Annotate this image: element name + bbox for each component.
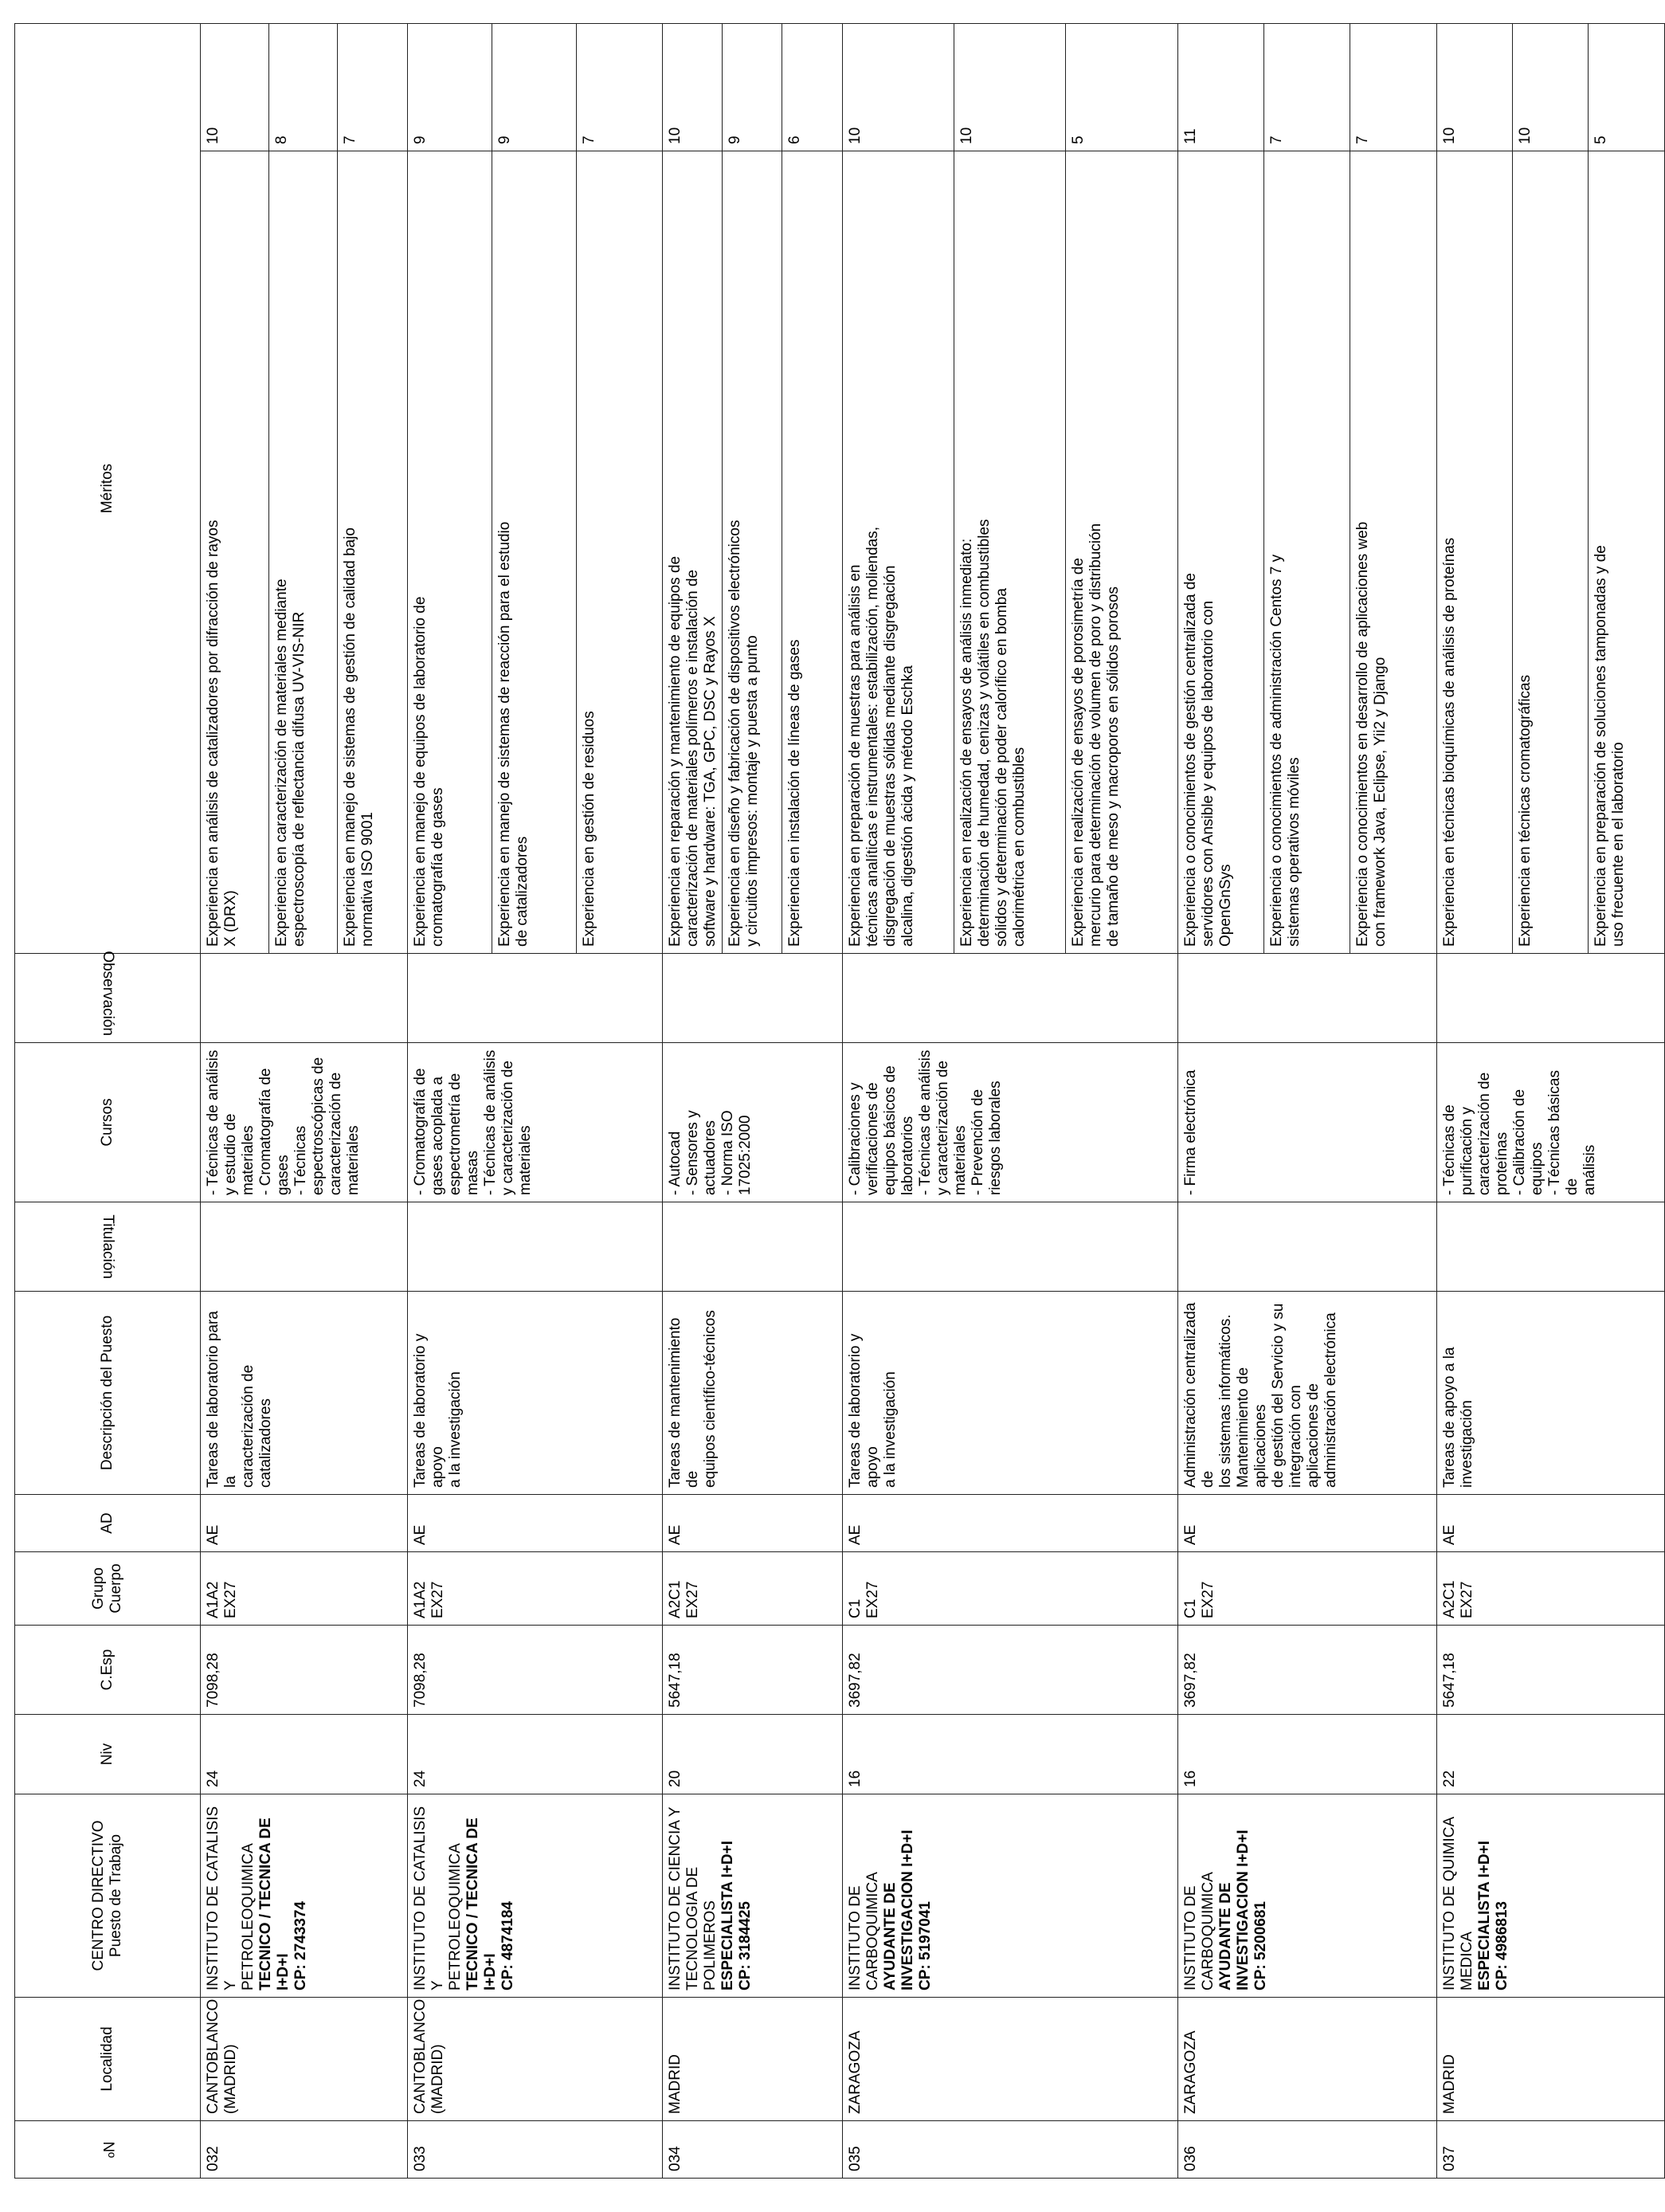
merit-points: 10 [954,24,1066,151]
merit-item: Experiencia en reparación y mantenimiento de equipos de caracterización de materiales polímeros e instalación de software y hardware: TGA, GPC, DSC y Rayos X [663,151,723,953]
merit-item: Experiencia o conocimientos de administración Centos 7 y sistemas operativos móviles [1264,151,1350,953]
cp-code: CP: 4874184 [500,1901,516,1990]
cell-observacion [843,954,1178,1043]
centro-name: INSTITUTO DE CIENCIA Y TECNOLOGIA DE POLIMEROS [667,1806,719,1990]
merit-item: Experiencia en preparación de muestras para análisis en técnicas analíticas e instrumentales: estabilización, moliendas, disgregación de muestras sólidas mediante disgregación alcalina, digestión ácida y método Eschka [843,151,954,953]
header-grupo: Grupo Cuerpo [15,1552,201,1626]
header-meritos: Méritos [15,23,201,953]
table-row [843,23,1178,2178]
merit-item: Experiencia en gestión de residuos [581,711,597,947]
merit-points: 8 [269,24,338,151]
centro-name: INSTITUTO DE QUIMICA MEDICA [1441,1816,1475,1990]
merit-item: Experiencia en manejo de sistemas de gestión de calidad bajo normativa ISO 9001 [342,528,376,947]
merit-points: 7 [342,135,358,144]
puesto-name: ESPECIALISTA I+D+I [1476,1841,1493,1990]
cell-puntos [843,23,1178,151]
merit-item: Experiencia en manejo de equipos de laboratorio de cromatografía de gases [408,151,492,953]
cell-puntos [1178,23,1437,151]
cell-localidad: CANTOBLANCO (MADRID) [408,1998,663,2121]
cell-number: 035 [843,2121,1178,2179]
cell-observacion [201,954,408,1043]
cell-number: 036 [1178,2121,1437,2179]
merit-points: 5 [1593,135,1609,144]
merit-item: Experiencia en realización de ensayos de análisis inmediato: determinación de humedad, cenizas y volátiles en combustibles sólidos y determinación de poder calorífico en bomba calorimétrica en combustibles [954,151,1066,953]
cell-localidad: ZARAGOZA [1178,1998,1437,2121]
header-localidad: Localidad [15,1998,201,2121]
cell-ad: AE [663,1495,843,1552]
cell-titulacion [663,1202,843,1292]
cell-cesp: 7098,28 [201,1626,408,1715]
cell-number: 032 [201,2121,408,2179]
merit-points: 9 [408,24,492,151]
cell-localidad: MADRID [663,1998,843,2121]
cell-cursos: - Técnicas de purificación y caracterización de proteínas - Calibración de equipos - Técnicas básicas de análisis [1437,1043,1665,1202]
merit-points: 5 [1070,135,1087,144]
table-row [1178,23,1437,2178]
merit-points: 7 [1354,135,1371,144]
cell-puntos [201,23,408,151]
job-positions-table [14,23,1665,2179]
merit-item: Experiencia en realización de ensayos de porosimetría de mercurio para determinación de volumen de poro y distribución de tamaño de meso y macroporos en sólidos porosos [1070,523,1122,947]
cell-meritos [1178,151,1437,954]
merit-item: Experiencia en instalación de líneas de gases [786,639,803,947]
cell-titulacion [1178,1202,1437,1292]
cp-code: CP: 4986813 [1494,1901,1510,1990]
cell-meritos [663,151,843,954]
centro-name: INSTITUTO DE CATALISIS Y PETROLEOQUIMICA [412,1806,464,1990]
merit-item: Experiencia en diseño y fabricación de dispositivos electrónicos y circuitos impresos: montaje y puesta a punto [723,151,782,953]
merit-item: Experiencia en preparación de soluciones tamponadas y de uso frecuente en el laboratorio [1593,545,1627,947]
cell-centro-puesto [843,1794,1178,1998]
merit-points: 10 [1513,24,1589,151]
header-descripcion: Descripción del Puesto [15,1292,201,1495]
cell-niv: 16 [1178,1715,1437,1794]
cell-grupo: A2C1 EX27 [663,1552,843,1626]
header-cursos: Cursos [15,1043,201,1202]
cell-observacion [1178,954,1437,1043]
cell-titulacion [408,1202,663,1292]
header-centro: CENTRO DIRECTIVO Puesto de Trabajo [15,1794,201,1998]
centro-name: INSTITUTO DE CATALISIS Y PETROLEOQUIMICA [205,1806,257,1990]
table-row [408,23,663,2178]
cell-centro-puesto [1437,1794,1665,1998]
puesto-name: TECNICO / TECNICA DE I+D+I [464,1818,499,1990]
cell-descripcion: Tareas de laboratorio y apoyo a la investigación [408,1292,663,1495]
cell-centro-puesto [201,1794,408,1998]
cell-observacion [663,954,843,1043]
cell-cursos: - Firma electrónica [1178,1043,1437,1202]
cell-number: 033 [408,2121,663,2179]
cell-niv: 24 [201,1715,408,1794]
cell-grupo: A2C1 EX27 [1437,1552,1665,1626]
cell-ad: AE [843,1495,1178,1552]
header-niv: Niv [15,1715,201,1794]
merit-item: Experiencia en técnicas bioquímicas de análisis de proteínas [1437,151,1513,953]
cell-centro-puesto [1178,1794,1437,1998]
merit-points: 10 [663,24,723,151]
merit-item: Experiencia en manejo de sistemas de reacción para el estudio de catalizadores [492,151,577,953]
merit-points: 10 [201,24,269,151]
cell-meritos [201,151,408,954]
cell-puntos [663,23,843,151]
merit-item: Experiencia o conocimientos en desarrollo de aplicaciones web con framework Java, Eclipse, Yii2 y Django [1354,521,1389,947]
cp-code: CP: 3184425 [737,1901,754,1990]
cell-cesp: 5647,18 [1437,1626,1665,1715]
cell-meritos [1437,151,1665,954]
table-header-row [15,23,201,2178]
cell-localidad: MADRID [1437,1998,1665,2121]
cell-niv: 16 [843,1715,1178,1794]
cp-code: CP: 5197041 [917,1901,934,1990]
puesto-name: TECNICO / TECNICA DE I+D+I [257,1818,292,1990]
header-titulacion: Titulación [15,1202,201,1292]
merit-item: Experiencia en técnicas cromatográficas [1513,151,1589,953]
cell-centro-puesto [663,1794,843,1998]
cell-cursos: - Calibraciones y verificaciones de equipos básicos de laboratorios - Técnicas de análisis y caracterización de materiales - Prevención de riesgos laborales [843,1043,1178,1202]
cell-ad: AE [1178,1495,1437,1552]
header-observacion: Observación [15,954,201,1043]
cell-cesp: 7098,28 [408,1626,663,1715]
merit-points: 7 [1264,24,1350,151]
merit-item: Experiencia en análisis de catalizadores por difracción de rayos X (DRX) [201,151,269,953]
cp-code: CP: 2743374 [292,1901,309,1990]
merit-points: 7 [581,135,597,144]
cell-ad: AE [1437,1495,1665,1552]
cell-descripcion: Tareas de apoyo a la investigación [1437,1292,1665,1495]
cell-grupo: A1A2 EX27 [408,1552,663,1626]
cell-niv: 22 [1437,1715,1665,1794]
puesto-name: AYUDANTE DE INVESTIGACION I+D+I [1217,1830,1252,1990]
cell-cursos: - Autocad - Sensores y actuadores - Norma ISO 17025:2000 [663,1043,843,1202]
cell-titulacion [201,1202,408,1292]
cell-cesp: 3697,82 [1178,1626,1437,1715]
cell-grupo: C1 EX27 [843,1552,1178,1626]
cell-titulacion [1437,1202,1665,1292]
table-body [201,23,1665,2178]
table-row [1437,23,1665,2178]
puesto-name: ESPECIALISTA I+D+I [719,1841,736,1990]
cell-ad: AE [408,1495,663,1552]
cell-cesp: 3697,82 [843,1626,1178,1715]
centro-name: INSTITUTO DE CARBOQUIMICA [847,1872,881,1990]
table-row [201,23,408,2178]
cp-code: CP: 5200681 [1252,1901,1269,1990]
cell-descripcion: Tareas de laboratorio para la caracterización de catalizadores [201,1292,408,1495]
merit-points: 9 [492,24,577,151]
cell-localidad: CANTOBLANCO (MADRID) [201,1998,408,2121]
cell-descripcion: Tareas de laboratorio y apoyo a la investigación [843,1292,1178,1495]
cell-niv: 24 [408,1715,663,1794]
cell-meritos [843,151,1178,954]
cell-descripcion: Tareas de mantenimiento de equipos científico-técnicos [663,1292,843,1495]
header-cesp: C.Esp [15,1626,201,1715]
merit-points: 10 [1437,24,1513,151]
cell-meritos [408,151,663,954]
merit-points: 10 [843,24,954,151]
merit-points: 11 [1178,24,1264,151]
cell-number: 034 [663,2121,843,2179]
cell-puntos [408,23,663,151]
header-no: Nº [15,2121,201,2179]
cell-centro-puesto [408,1794,663,1998]
cell-niv: 20 [663,1715,843,1794]
table-row [663,23,843,2178]
cell-localidad: ZARAGOZA [843,1998,1178,2121]
cell-titulacion [843,1202,1178,1292]
centro-name: INSTITUTO DE CARBOQUIMICA [1182,1872,1216,1990]
cell-grupo: A1A2 EX27 [201,1552,408,1626]
rotated-document-page [0,22,1627,2193]
merit-item: Experiencia en caracterización de materiales mediante espectroscopía de reflectancia difusa UV-VIS-NIR [269,151,338,953]
cell-observacion [408,954,663,1043]
merit-item: Experiencia o conocimientos de gestión centralizada de servidores con Ansible y equipos de laboratorio con OpenGnSys [1178,151,1264,953]
merit-points: 9 [723,24,782,151]
cell-puntos [1437,23,1665,151]
header-ad: AD [15,1495,201,1552]
cell-observacion [1437,954,1665,1043]
cell-cursos: - Técnicas de análisis y estudio de materiales - Cromatografía de gases - Técnicas espectroscópicas de caracterización de materiales [201,1043,408,1202]
merit-points: 6 [786,135,803,144]
cell-number: 037 [1437,2121,1665,2179]
cell-cursos: - Cromatografía de gases acoplada a espectrometría de masas - Técnicas de análisis y caracterización de materiales [408,1043,663,1202]
cell-grupo: C1 EX27 [1178,1552,1437,1626]
puesto-name: AYUDANTE DE INVESTIGACION I+D+I [882,1830,916,1990]
cell-ad: AE [201,1495,408,1552]
cell-cesp: 5647,18 [663,1626,843,1715]
cell-descripcion: Administración centralizada de los sistemas informáticos. Mantenimiento de aplicaciones de gestión del Servicio y su integración con aplicaciones de administración electrónica [1178,1292,1437,1495]
